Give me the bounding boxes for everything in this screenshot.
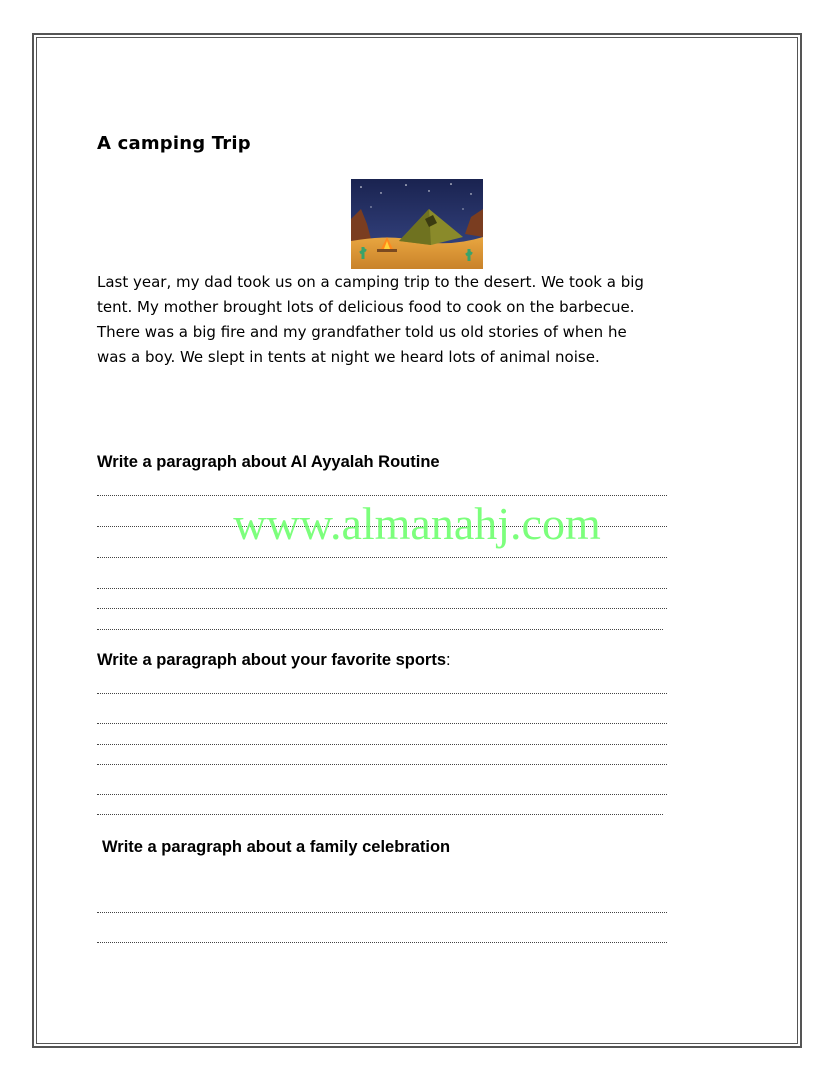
answer-line[interactable] xyxy=(97,715,667,724)
worksheet-title: A camping Trip xyxy=(97,133,251,154)
story-line: tent. My mother brought lots of delicious food to cook on the barbecue. xyxy=(97,298,635,316)
section-heading-celebration xyxy=(102,838,450,857)
story-line: There was a big fire and my grandfather told us old stories of when he xyxy=(97,323,627,341)
section-heading-text: Write a paragraph about Al Ayyalah Routine xyxy=(97,453,440,471)
answer-line[interactable] xyxy=(97,580,667,589)
answer-line[interactable] xyxy=(97,487,667,496)
story-paragraph xyxy=(97,270,677,370)
answer-line[interactable] xyxy=(97,806,663,815)
answer-line[interactable] xyxy=(97,934,667,943)
story-line: Last year, my dad took us on a camping trip to the desert. We took a big xyxy=(97,273,644,291)
watermark: www.almanahj.com xyxy=(233,498,601,549)
section-heading-text: Write a paragraph about a family celebration xyxy=(102,838,451,856)
answer-line[interactable] xyxy=(97,600,667,609)
answer-line[interactable] xyxy=(97,736,667,745)
answer-line[interactable] xyxy=(97,549,667,558)
camping-tent-illustration xyxy=(351,179,483,269)
story-line: was a boy. We slept in tents at night we heard lots of animal noise. xyxy=(97,348,600,366)
section-heading-routine xyxy=(97,453,440,472)
answer-line[interactable] xyxy=(97,904,667,913)
section-heading-sports xyxy=(97,651,451,670)
answer-line[interactable] xyxy=(97,518,667,527)
answer-line[interactable] xyxy=(97,786,667,795)
heading-colon: : xyxy=(446,651,451,669)
answer-line[interactable] xyxy=(97,621,663,630)
answer-line[interactable] xyxy=(97,685,667,694)
section-heading-text: Write a paragraph about your favorite sports xyxy=(97,651,447,669)
answer-line[interactable] xyxy=(97,756,667,765)
